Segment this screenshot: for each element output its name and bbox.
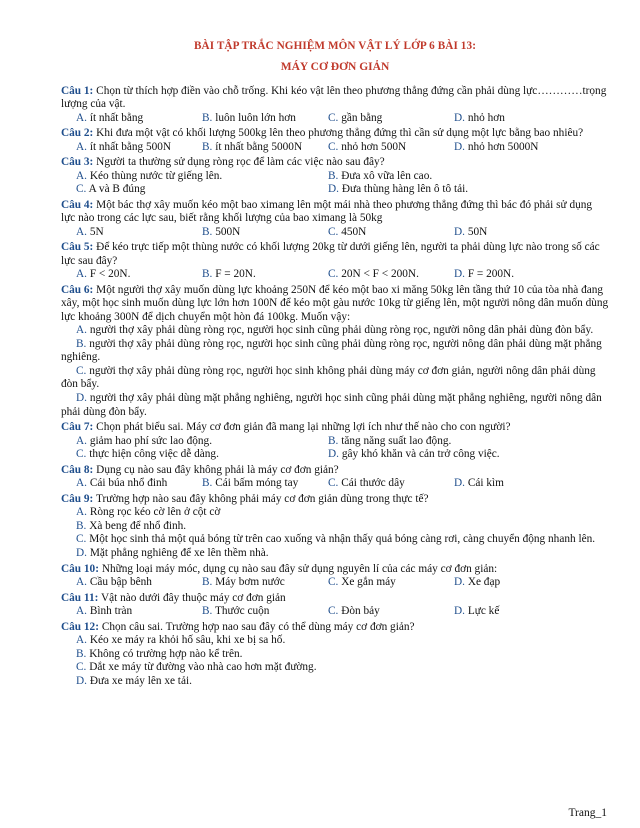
option-text: A và B đúng <box>88 183 146 196</box>
answer-option <box>61 634 609 648</box>
answer-option <box>61 365 609 392</box>
option-letter: C. <box>328 140 339 153</box>
option-letter: B. <box>76 337 87 350</box>
option-letter: B. <box>202 268 213 281</box>
option-letter: B. <box>76 519 87 532</box>
option-text: Cái kìm <box>467 477 504 490</box>
option-text: gây khó khăn và cản trở công việc. <box>341 448 500 461</box>
answer-option <box>61 520 609 534</box>
option-letter: D. <box>76 674 87 687</box>
option-letter: B. <box>202 477 213 490</box>
option-letter: C. <box>328 477 339 490</box>
option-text: nhỏ hơn <box>467 111 505 124</box>
option-text: Đưa xe máy lên xe tải. <box>89 674 192 687</box>
option-text: ít nhất bằng 5000N <box>215 140 303 153</box>
answer-option <box>61 506 609 520</box>
option-letter: A. <box>76 225 87 238</box>
option-text: 50N <box>467 225 488 238</box>
option-letter: B. <box>328 434 339 447</box>
answer-option <box>328 268 454 282</box>
question-text: Để kéo trực tiếp một thùng nước có khối lượng 20kg từ dưới giếng lên, người ta phải dùng lực nào trong số các lực sau đây? <box>61 241 600 267</box>
question-label: Câu 4: <box>61 199 94 211</box>
answer-option <box>61 547 609 561</box>
answer-option <box>454 226 609 240</box>
question-label: Câu 11: <box>61 591 99 604</box>
option-text: gần bằng <box>341 111 383 124</box>
question-text: Khi đưa một vật có khối lượng 500kg lên theo phương thẳng đứng thì cần sử dụng một lực bằng bao nhiêu? <box>96 127 584 140</box>
answer-options <box>61 605 609 619</box>
option-text: nhỏ hơn 5000N <box>467 140 539 153</box>
option-text: ít nhất bằng 500N <box>89 140 172 153</box>
option-letter: D. <box>328 448 339 461</box>
option-letter: C. <box>328 225 339 238</box>
question-text: Dụng cụ nào sau đây không phải là máy cơ đơn giản? <box>96 463 339 476</box>
answer-option <box>328 226 454 240</box>
option-text: ít nhất bằng <box>89 111 144 124</box>
answer-option <box>61 324 609 338</box>
option-text: Cái thước dây <box>341 477 405 490</box>
question-8 <box>61 464 609 477</box>
question-4 <box>61 199 609 226</box>
option-letter: B. <box>202 225 213 238</box>
question-text: Chọn phát biểu sai. Máy cơ đơn giản đã mang lại những lợi ích như thế nào cho con người? <box>96 421 511 434</box>
option-text: Một học sinh thả một quả bóng từ trên cao xuống và nhận thấy quả bóng càng rơi, càng chuyển động nhanh lên. <box>89 533 596 546</box>
option-text: người thợ xây phải dùng mặt phẳng nghiêng, người học sinh cũng phải dùng mặt phẳng nghiêng, người nông dân phải dùng đòn bẩy. <box>61 392 602 418</box>
option-letter: A. <box>76 575 87 588</box>
document-title: BÀI TẬP TRẮC NGHIỆM MÔN VẬT LÝ LỚP 6 BÀI 13: <box>193 40 477 52</box>
option-text: người thợ xây phải dùng ròng rọc, người học sinh cũng phải dùng ròng rọc, người nông dân phải dùng mặt phẳng nghiêng. <box>61 337 602 364</box>
option-text: giảm hao phí sức lao động. <box>89 434 213 447</box>
question-1 <box>61 85 609 112</box>
answer-option <box>76 477 202 491</box>
option-letter: C. <box>328 111 339 124</box>
answer-option <box>76 605 202 619</box>
question-text: Chọn câu sai. Trường hợp nao sau đây có thể dùng máy cơ đơn giản? <box>101 620 415 633</box>
question-7 <box>61 421 609 434</box>
answer-option <box>61 338 609 365</box>
answer-option <box>202 477 328 491</box>
answer-option <box>202 226 328 240</box>
option-letter: B. <box>328 169 339 182</box>
page-number: Trang_1 <box>568 807 607 819</box>
question-label: Câu 6: <box>61 283 94 296</box>
question-label: Câu 8: <box>61 463 94 476</box>
option-letter: A. <box>76 604 87 617</box>
answer-options <box>61 477 609 491</box>
option-text: Mặt phẳng nghiêng để xe lên thềm nhà. <box>89 546 269 559</box>
answer-option <box>61 648 609 662</box>
option-text: Xe gắn máy <box>341 575 396 588</box>
question-3 <box>61 156 609 169</box>
answer-option <box>328 183 609 197</box>
option-text: Dắt xe máy từ đường vào nhà cao hơn mặt đường. <box>89 661 317 674</box>
answer-options <box>61 170 609 197</box>
question-label: Câu 1: <box>61 85 94 97</box>
answer-option <box>328 141 454 155</box>
option-letter: A. <box>76 477 87 490</box>
option-letter: A. <box>76 140 87 153</box>
question-6 <box>61 284 609 324</box>
option-text: F < 20N. <box>89 268 131 281</box>
option-text: Máy bơm nước <box>215 575 285 588</box>
answer-option <box>328 605 454 619</box>
question-label: Câu 10: <box>61 562 99 575</box>
option-letter: D. <box>454 111 465 124</box>
option-letter: C. <box>76 448 87 461</box>
answer-options <box>61 324 609 419</box>
question-label: Câu 12: <box>61 620 99 633</box>
document-page <box>61 40 609 688</box>
answer-option <box>454 605 609 619</box>
answer-option <box>454 112 609 126</box>
answer-option <box>61 661 609 675</box>
option-text: 450N <box>341 225 367 238</box>
answer-option <box>202 605 328 619</box>
option-text: Cái bấm móng tay <box>215 477 299 490</box>
answer-option <box>61 533 609 547</box>
option-letter: C. <box>76 364 87 377</box>
answer-option <box>76 141 202 155</box>
option-text: Cái búa nhổ đinh <box>89 477 168 490</box>
option-letter: A. <box>76 506 87 519</box>
question-11 <box>61 592 609 605</box>
question-label: Câu 7: <box>61 421 94 434</box>
question-9 <box>61 493 609 506</box>
option-letter: B. <box>202 575 213 588</box>
answer-options <box>61 226 609 240</box>
option-letter: A. <box>76 324 87 337</box>
answer-option <box>454 477 609 491</box>
option-text: luôn luôn lớn hơn <box>215 111 296 124</box>
answer-option <box>76 183 328 197</box>
option-text: thực hiện công việc dễ dàng. <box>89 448 219 461</box>
answer-option <box>76 170 328 184</box>
answer-option <box>328 170 609 184</box>
answer-options <box>61 506 609 560</box>
option-letter: C. <box>76 183 87 196</box>
option-letter: A. <box>76 268 87 281</box>
question-text: Những loại máy móc, dụng cụ nào sau đây sử dụng nguyên lí của các máy cơ đơn giản: <box>101 562 498 575</box>
question-text: Một người thợ xây muốn dùng lực khoảng 250N để kéo một bao xi măng 50kg lên tầng thứ 10 của tòa nhà đang xây, một học sinh muốn dùng lực lớn hơn 100N để kéo một gàu nước 10kg từ giếng lên, một người nông dân muốn dùng lực khoảng 300N để dịch chuyển một hòn đá 100kg. Muốn vậy: <box>61 283 609 323</box>
answer-options <box>61 576 609 590</box>
option-text: Đòn bảy <box>341 604 380 617</box>
answer-option <box>61 392 609 419</box>
question-text: Người ta thường sử dụng ròng rọc để làm các việc nào sau đây? <box>96 156 385 169</box>
option-letter: D. <box>454 225 465 238</box>
option-text: người thợ xây phải dùng ròng rọc, người học sinh không phải dùng máy cơ đơn giản, người nông dân phải dùng đòn bẩy. <box>61 364 596 391</box>
option-text: Xe đạp <box>467 575 501 588</box>
option-letter: C. <box>328 604 339 617</box>
answer-option <box>328 477 454 491</box>
answer-option <box>76 576 202 590</box>
option-text: F = 200N. <box>467 268 515 281</box>
question-2 <box>61 127 609 140</box>
answer-options <box>61 141 609 155</box>
answer-option <box>202 268 328 282</box>
option-text: F = 20N. <box>215 268 256 281</box>
option-text: Lực kế <box>467 604 500 617</box>
answer-options <box>61 435 609 462</box>
option-letter: C. <box>328 268 339 281</box>
answer-option <box>76 268 202 282</box>
answer-option <box>76 435 328 449</box>
option-letter: B. <box>202 140 213 153</box>
option-letter: C. <box>76 533 87 546</box>
answer-option <box>76 448 328 462</box>
option-letter: A. <box>76 111 87 124</box>
answer-option <box>202 576 328 590</box>
answer-option <box>202 141 328 155</box>
question-label: Câu 9: <box>61 492 94 505</box>
question-label: Câu 3: <box>61 156 94 169</box>
document-subtitle: MÁY CƠ ĐƠN GIẢN <box>280 61 390 73</box>
option-text: Không có trường hợp nào kể trên. <box>89 647 243 660</box>
option-text: tăng năng suất lao động. <box>341 434 452 447</box>
option-letter: D. <box>454 477 465 490</box>
answer-option <box>328 576 454 590</box>
option-letter: A. <box>76 169 87 182</box>
answer-option <box>454 576 609 590</box>
option-text: Ròng rọc kéo cờ lên ở cột cờ <box>89 506 221 519</box>
question-label: Câu 5: <box>61 241 94 254</box>
option-text: Thước cuộn <box>214 604 270 617</box>
option-text: nhỏ hơn 500N <box>341 140 407 153</box>
question-text: Chọn từ thích hợp điền vào chỗ trống. Khi kéo vật lên theo phương thẳng đứng cần phải dùng lực…………trọng lượng của vật. <box>61 85 607 111</box>
question-10 <box>61 563 609 576</box>
answer-options <box>61 268 609 282</box>
option-text: 5N <box>89 225 104 238</box>
answer-option <box>202 112 328 126</box>
option-letter: D. <box>454 268 465 281</box>
option-letter: C. <box>328 575 339 588</box>
option-letter: D. <box>454 575 465 588</box>
question-12 <box>61 621 609 634</box>
question-text: Vật nào dưới đây thuộc máy cơ đơn giản <box>100 591 286 604</box>
option-text: người thợ xây phải dùng ròng rọc, người học sinh cũng phải dùng ròng rọc, người nông dân phải dùng đòn bẩy. <box>89 324 594 337</box>
answer-option <box>76 112 202 126</box>
answer-option <box>328 448 609 462</box>
option-letter: D. <box>328 183 339 196</box>
option-letter: B. <box>76 647 87 660</box>
answer-option <box>454 268 609 282</box>
question-5 <box>61 241 609 268</box>
option-letter: D. <box>76 392 87 404</box>
answer-option <box>454 141 609 155</box>
option-text: Kéo thùng nước từ giếng lên. <box>89 169 223 182</box>
option-text: Kéo xe máy ra khỏi hố sâu, khi xe bị sa hố. <box>89 633 286 646</box>
option-text: Bình tràn <box>89 604 133 617</box>
option-letter: B. <box>202 604 213 617</box>
option-text: Đưa xô vữa lên cao. <box>341 169 433 182</box>
option-letter: D. <box>76 546 87 559</box>
answer-options <box>61 634 609 688</box>
option-text: 20N < F < 200N. <box>341 268 419 281</box>
question-text: Một bác thợ xây muốn kéo một bao ximang lên một mái nhà theo phương thẳng đứng thì bác đó phải sử dụng lực nào trong các lực sau, biết rằng khối lượng của bao ximang là 50kg <box>61 199 593 225</box>
answer-option <box>76 226 202 240</box>
answer-option <box>61 675 609 689</box>
question-text: Trường hợp nào sau đây không phải máy cơ đơn giản dùng trong thực tế? <box>95 492 429 505</box>
option-text: Cầu bập bênh <box>89 575 152 588</box>
option-letter: A. <box>76 633 87 646</box>
option-letter: B. <box>202 111 213 124</box>
option-text: Đưa thùng hàng lên ô tô tải. <box>341 183 469 196</box>
answer-options <box>61 112 609 126</box>
option-letter: D. <box>454 140 465 153</box>
option-text: Xà beng để nhổ đinh. <box>89 519 187 532</box>
option-letter: A. <box>76 434 87 447</box>
question-label: Câu 2: <box>61 127 94 140</box>
answer-option <box>328 112 454 126</box>
option-letter: D. <box>454 604 465 617</box>
option-text: 500N <box>215 225 241 238</box>
answer-option <box>328 435 609 449</box>
option-letter: C. <box>76 661 87 674</box>
question-list <box>61 85 609 688</box>
